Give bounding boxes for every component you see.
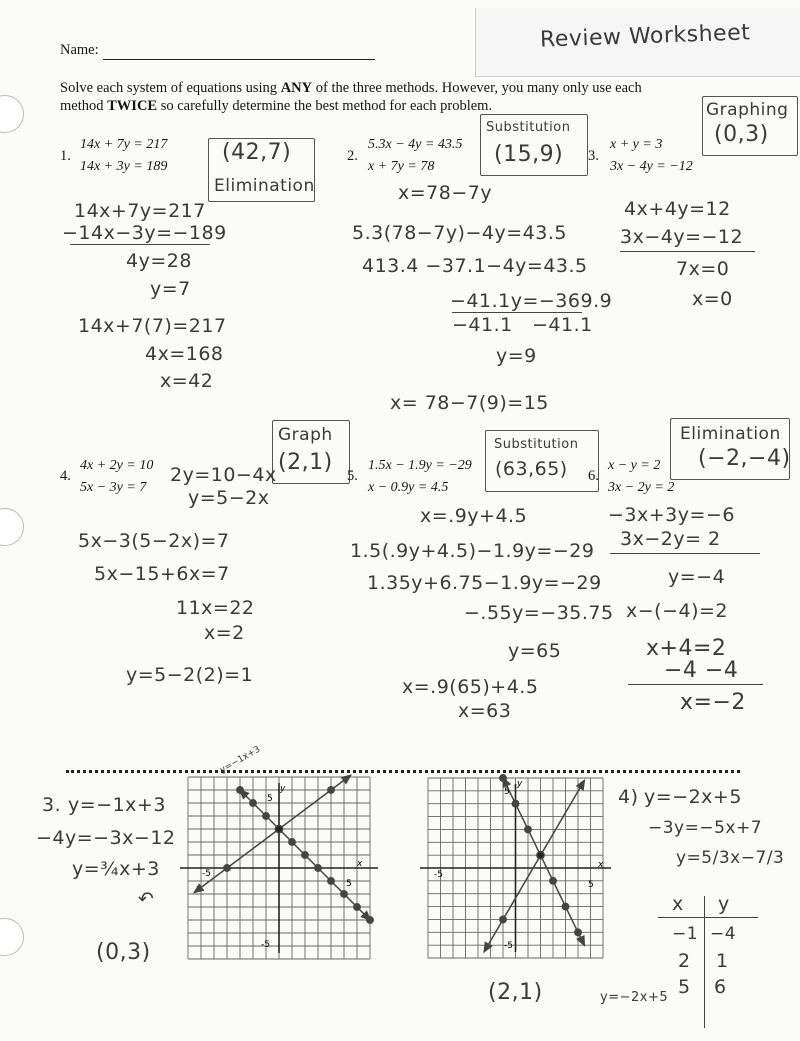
problem-3-system: x + y = 3 3x − 4y = −12	[610, 137, 693, 174]
divider	[620, 251, 755, 252]
tick-label: -5	[434, 870, 443, 880]
problem-number: 4.	[60, 468, 71, 484]
problem-5-system: 1.5x − 1.9y = −29 x − 0.9y = 4.5	[368, 458, 472, 495]
work-line: 5x−3(5−2x)=7	[78, 530, 230, 552]
table-rule	[704, 896, 705, 1028]
arrowhead	[577, 936, 584, 945]
work-line: 3x−2y= 2	[620, 528, 721, 550]
work-line: x=78−7y	[398, 182, 493, 204]
work-line: 1.5(.9y+4.5)−1.9y=−29	[350, 540, 595, 562]
table-cell: 5	[678, 976, 691, 998]
work-line: y=7	[150, 278, 191, 300]
work-line: −41.1	[532, 314, 593, 336]
table-cell: 6	[714, 976, 727, 998]
work-line: −3x+3y=−6	[608, 504, 735, 526]
method-label: Elimination	[680, 424, 781, 444]
arrowhead	[342, 775, 351, 783]
work-line: 5.3(78−7y)−4y=43.5	[352, 222, 567, 244]
method-label: Substitution	[486, 120, 571, 135]
plotted-point	[550, 878, 556, 884]
problem-number: 6.	[588, 468, 599, 484]
plotted-point	[302, 852, 308, 858]
graph-problem-3	[170, 735, 400, 960]
plotted-point	[500, 916, 506, 922]
answer: (15,9)	[494, 142, 564, 167]
plotted-point	[525, 826, 531, 832]
work-line: y=5−2x	[188, 487, 270, 509]
work-line: 4x=168	[145, 343, 224, 365]
work-line: 4x+4y=12	[624, 198, 731, 220]
work-line: x=.9y+4.5	[420, 505, 528, 527]
plotted-point	[237, 787, 243, 793]
tick-label: 5	[588, 880, 594, 890]
divider	[610, 553, 760, 554]
worksheet-title: Review Worksheet	[539, 20, 751, 53]
plotted-point	[367, 917, 373, 923]
method-label: Elimination	[214, 176, 315, 196]
plotted-point	[250, 800, 256, 806]
method-label: Substitution	[494, 437, 579, 452]
table-cell: 1	[716, 950, 729, 972]
method-label: Graphing	[706, 100, 789, 120]
plotted-point	[328, 878, 334, 884]
work-line: y=−2x+5	[644, 786, 742, 808]
series-line	[195, 775, 351, 892]
work-line: x=.9(65)+4.5	[402, 676, 539, 698]
work-line: x=2	[204, 622, 245, 644]
graph-work-number: 3.	[42, 794, 62, 816]
work-line: −41.1y=−369.9	[450, 290, 613, 312]
name-field[interactable]	[103, 59, 375, 60]
work-line: −4y=−3x−12	[36, 827, 176, 849]
plotted-point	[341, 891, 347, 897]
work-line: −4 −4	[664, 658, 739, 683]
tick-label: 5	[267, 794, 273, 804]
work-line: −3y=−5x+7	[648, 818, 763, 838]
plotted-point	[500, 775, 506, 781]
plotted-point	[263, 813, 269, 819]
work-line: x=−2	[680, 690, 746, 715]
work-line: 413.4 −37.1−4y=43.5	[362, 255, 588, 277]
answer: (0,3)	[96, 940, 151, 965]
axis-label-x: x	[357, 859, 363, 869]
intersection-point	[275, 825, 282, 832]
problem-number: 1.	[60, 148, 71, 164]
plotted-point	[328, 787, 334, 793]
work-line: 4y=28	[126, 250, 192, 272]
problem-number: 5.	[347, 468, 358, 484]
problem-number: 3.	[588, 148, 599, 164]
work-line: −.55y=−35.75	[464, 602, 614, 624]
problem-4-system: 4x + 2y = 10 5x − 3y = 7	[80, 458, 154, 495]
problem-6-system: x − y = 2 3x − 2y = 2	[608, 458, 675, 495]
axis-label-y: y	[280, 784, 286, 794]
table-header: y	[718, 893, 730, 915]
work-line: x=42	[160, 370, 214, 392]
divider	[452, 312, 582, 313]
plotted-point	[512, 801, 518, 807]
axis-label-y: y	[517, 779, 523, 789]
work-line: 7x=0	[676, 258, 730, 280]
problem-2-system: 5.3x − 4y = 43.5 x + 7y = 78	[368, 137, 463, 174]
series-line	[484, 781, 584, 952]
work-line: y=9	[496, 345, 537, 367]
intersection-point	[537, 852, 544, 859]
answer: (−2,−4)	[698, 446, 791, 471]
graph-work-number: 4)	[618, 786, 639, 808]
dotted-divider	[66, 770, 740, 773]
plotted-point	[575, 929, 581, 935]
work-line: x= 78−7(9)=15	[390, 392, 549, 414]
plotted-point	[562, 903, 568, 909]
work-line: y=¾x+3	[72, 858, 160, 880]
tick-label: 5	[346, 879, 352, 889]
plotted-point	[315, 865, 321, 871]
work-line: y=−4	[668, 566, 726, 588]
problem-1-system: 14x + 7y = 217 14x + 3y = 189	[80, 137, 168, 174]
instructions: Solve each system of equations using ANY of the three methods. However, you many only use each method TWICE so carefully determine the best method for each problem.	[60, 80, 642, 114]
work-line: x=0	[692, 288, 733, 310]
answer: (2,1)	[278, 450, 333, 475]
work-line: 1.35y+6.75−1.9y=−29	[367, 572, 602, 594]
table-cell: 2	[678, 950, 691, 972]
table-rule	[658, 917, 758, 918]
answer: (42,7)	[222, 140, 292, 165]
axes	[180, 783, 378, 953]
punch-hole	[0, 508, 24, 546]
tick-label: -5	[504, 941, 513, 951]
answer: (0,3)	[714, 122, 769, 147]
line-label: y=−1x+3	[218, 744, 263, 776]
name-label: Name:	[60, 42, 99, 58]
punch-hole	[0, 918, 24, 956]
axis-label-x: x	[598, 860, 604, 870]
tick-label: -5	[261, 940, 270, 950]
work-line: 14x+7(7)=217	[78, 315, 227, 337]
problem-number: 2.	[347, 148, 358, 164]
table-cell: −1	[672, 924, 699, 944]
graph-problem-4	[420, 750, 620, 970]
plotted-point	[354, 904, 360, 910]
divider	[70, 244, 210, 245]
work-line: 3x−4y=−12	[620, 226, 744, 248]
tick-label: -5	[202, 869, 211, 879]
axes	[420, 784, 611, 952]
work-line: 5x−15+6x=7	[94, 563, 230, 585]
plot-lines	[195, 775, 374, 923]
work-line: y=5/3x−7/3	[676, 848, 785, 868]
work-line: y=5−2(2)=1	[126, 664, 254, 686]
work-line: −14x−3y=−189	[62, 222, 227, 244]
work-line: x=63	[458, 700, 512, 722]
work-line: y=−1x+3	[68, 794, 166, 816]
plot-lines	[484, 775, 584, 952]
answer: (2,1)	[488, 980, 543, 1005]
method-label: Graph	[278, 425, 333, 445]
answer: (63,65)	[495, 458, 568, 480]
work-line: y=65	[508, 640, 562, 662]
table-cell: −4	[710, 924, 737, 944]
work-line: x+4=2	[646, 636, 727, 661]
divider	[628, 684, 763, 685]
plotted-point	[224, 865, 230, 871]
work-line: 14x+7y=217	[74, 200, 206, 222]
work-line: 2y=10−4x	[170, 464, 277, 486]
plotted-point	[289, 839, 295, 845]
arrow-mark: ↶	[138, 888, 155, 910]
work-line: x−(−4)=2	[626, 600, 729, 622]
arrowhead	[195, 885, 204, 893]
punch-hole	[0, 95, 24, 133]
work-line: 11x=22	[176, 597, 255, 619]
work-line: −41.1	[452, 314, 513, 336]
tick-label: 5	[504, 787, 510, 797]
line-label: y=−2x+5	[600, 990, 669, 1005]
table-header: x	[672, 893, 684, 915]
